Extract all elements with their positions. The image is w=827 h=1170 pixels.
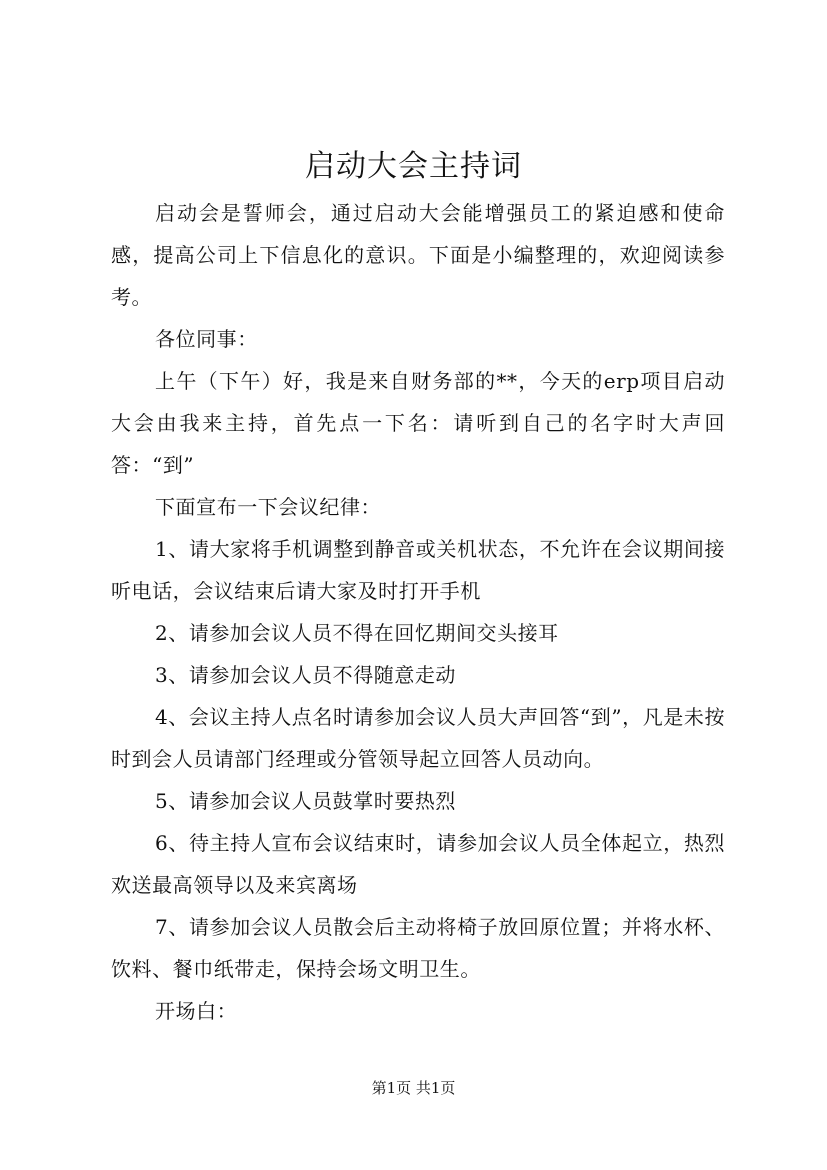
paragraph-rule-3: 3、请参加会议人员不得随意走动	[155, 663, 456, 687]
paragraph-intro: 启动会是誓师会，通过启动大会能增强员工的紧迫感和使命感，提高公司上下信息化的意识。下面是小编整理的，欢迎阅读参考。	[111, 201, 725, 309]
paragraph-discipline-heading: 下面宣布一下会议纪律：	[155, 495, 382, 519]
paragraph-rule-1: 1、请大家将手机调整到静音或关机状态，不允许在会议期间接听电话，会议结束后请大家及时打开手机	[111, 537, 725, 603]
paragraph-opening-remarks: 开场白：	[155, 999, 238, 1023]
paragraph-rule-5: 5、请参加会议人员鼓掌时要热烈	[155, 789, 456, 813]
page-footer: 第1页 共1页	[371, 1079, 456, 1097]
paragraph-salutation: 各位同事：	[155, 327, 258, 351]
document-body	[111, 192, 725, 1032]
paragraph-rule-6: 6、待主持人宣布会议结束时，请参加会议人员全体起立，热烈欢送最高领导以及来宾离场	[111, 831, 725, 897]
paragraph-rule-7: 7、请参加会议人员散会后主动将椅子放回原位置；并将水杯、饮料、餐巾纸带走，保持会场文明卫生。	[111, 915, 725, 981]
paragraph-rule-2: 2、请参加会议人员不得在回忆期间交头接耳	[155, 621, 559, 645]
paragraph-rule-4: 4、会议主持人点名时请参加会议人员大声回答“到”，凡是未按时到会人员请部门经理或分管领导起立回答人员动向。	[111, 705, 725, 771]
paragraph-opening: 上午（下午）好，我是来自财务部的**，今天的erp项目启动大会由我来主持，首先点一下名：请听到自己的名字时大声回答：“到”	[111, 369, 725, 477]
document-title: 启动大会主持词	[305, 149, 522, 184]
